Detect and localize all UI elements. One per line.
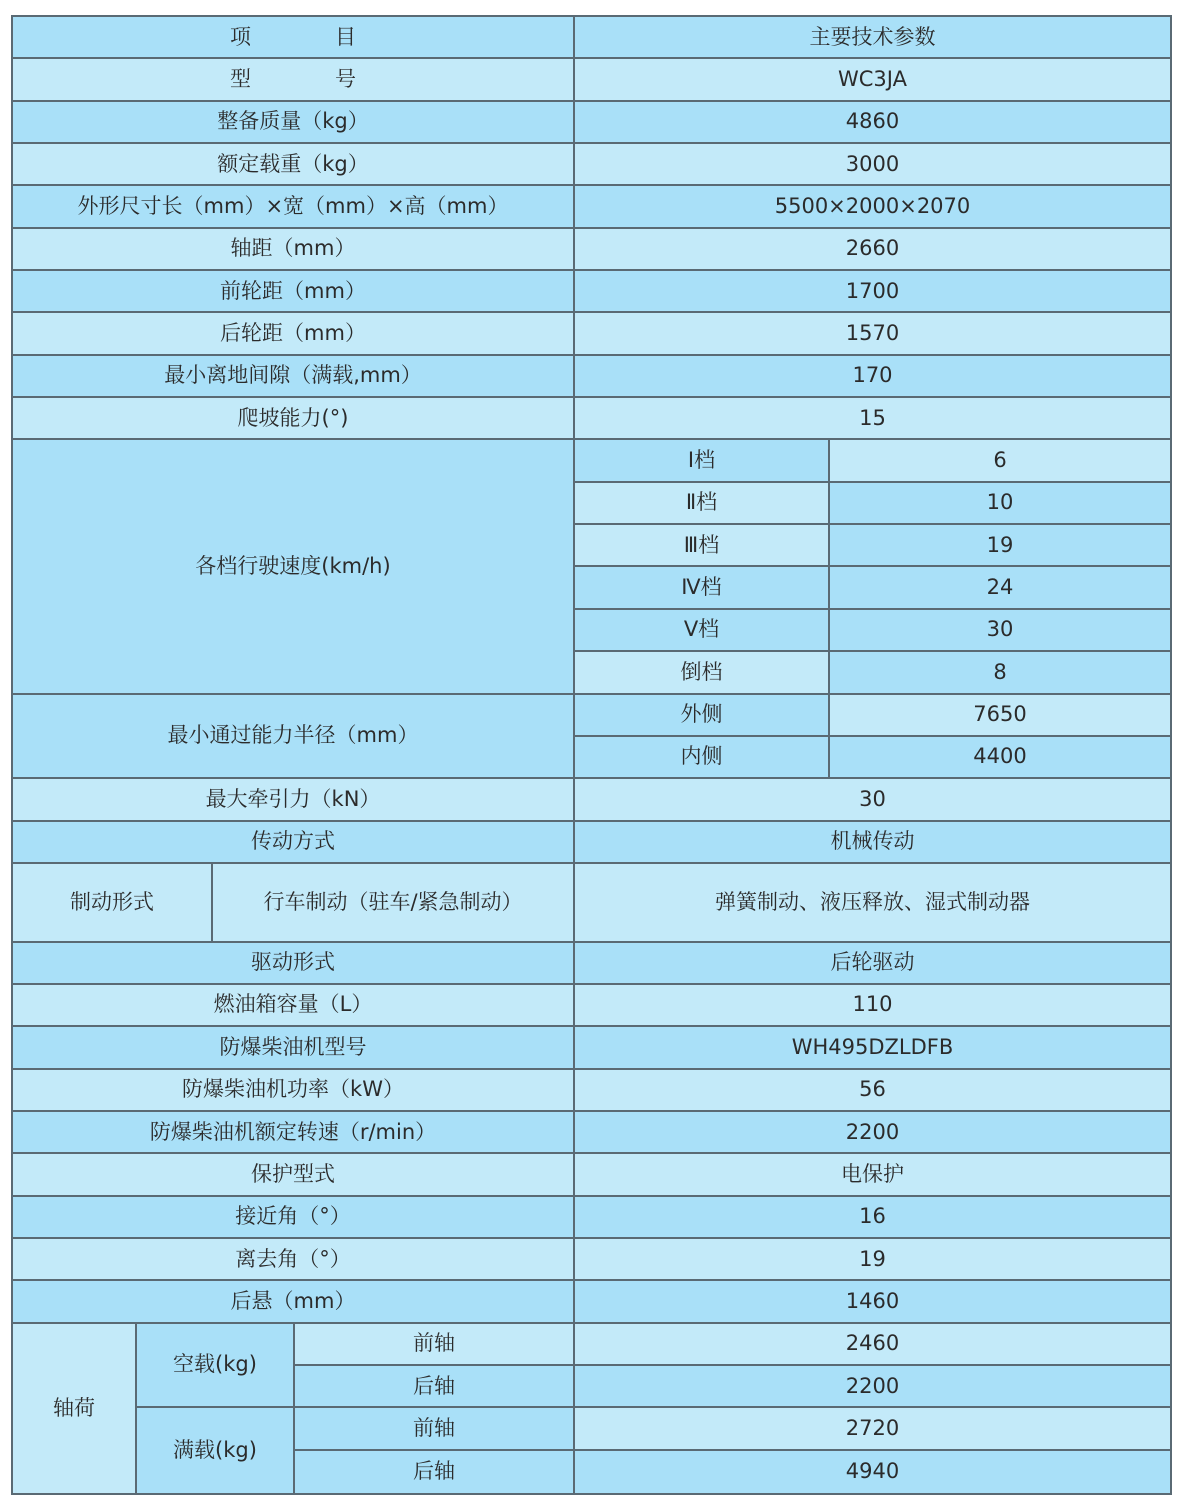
table-cell: 前轴	[294, 1323, 574, 1365]
table-cell: 主要技术参数	[574, 16, 1171, 58]
table-cell: 接近角（°）	[12, 1196, 574, 1238]
table-cell: 8	[829, 651, 1171, 693]
table-row	[12, 270, 1171, 312]
table-cell: 倒档	[574, 651, 829, 693]
table-cell: 项 目	[12, 16, 574, 58]
table-cell: 内侧	[574, 736, 829, 778]
table-row	[12, 1407, 1171, 1449]
table-cell: 前轮距（mm）	[12, 270, 574, 312]
table-row	[12, 1280, 1171, 1322]
table-cell: Ⅰ档	[574, 439, 829, 481]
table-cell: 后轴	[294, 1450, 574, 1494]
table-cell: 防爆柴油机额定转速（r/min）	[12, 1111, 574, 1153]
table-cell: 后轮驱动	[574, 942, 1171, 984]
table-cell: 24	[829, 566, 1171, 608]
table-cell: 前轴	[294, 1407, 574, 1449]
table-cell: 机械传动	[574, 821, 1171, 863]
table-cell: 外形尺寸长（mm）×宽（mm）×高（mm）	[12, 185, 574, 227]
table-cell: 4860	[574, 101, 1171, 143]
table-row	[12, 397, 1171, 439]
table-cell: 最大牵引力（kN）	[12, 778, 574, 820]
table-cell: 2460	[574, 1323, 1171, 1365]
table-row	[12, 143, 1171, 185]
table-cell: 19	[574, 1238, 1171, 1280]
table-cell: 19	[829, 524, 1171, 566]
table-cell: 防爆柴油机型号	[12, 1026, 574, 1068]
table-cell: 后轴	[294, 1365, 574, 1407]
table-cell: 空载(kg)	[136, 1323, 294, 1408]
table-cell: 最小通过能力半径（mm）	[12, 694, 574, 779]
table-cell: 1700	[574, 270, 1171, 312]
table-cell: Ⅳ档	[574, 566, 829, 608]
table-row	[12, 228, 1171, 270]
table-cell: 轴距（mm）	[12, 228, 574, 270]
table-cell: 后轮距（mm）	[12, 312, 574, 354]
table-row	[12, 1238, 1171, 1280]
table-cell: 4400	[829, 736, 1171, 778]
table-cell: 保护型式	[12, 1153, 574, 1195]
table-row	[12, 984, 1171, 1026]
table-cell: 5500×2000×2070	[574, 185, 1171, 227]
table-cell: 后悬（mm）	[12, 1280, 574, 1322]
table-row	[12, 1196, 1171, 1238]
table-cell: 行车制动（驻车/紧急制动）	[212, 863, 574, 942]
table-cell: 制动形式	[12, 863, 212, 942]
table-cell: 10	[829, 482, 1171, 524]
table-cell: 30	[829, 609, 1171, 651]
table-cell: 7650	[829, 694, 1171, 736]
table-cell: 满载(kg)	[136, 1407, 294, 1494]
table-row	[12, 58, 1171, 100]
table-cell: 3000	[574, 143, 1171, 185]
table-row	[12, 101, 1171, 143]
table-row	[12, 1069, 1171, 1111]
table-cell: Ⅲ档	[574, 524, 829, 566]
table-cell: 额定载重（kg）	[12, 143, 574, 185]
table-cell: 110	[574, 984, 1171, 1026]
table-cell: 外侧	[574, 694, 829, 736]
table-cell: 2660	[574, 228, 1171, 270]
table-cell: 各档行驶速度(km/h)	[12, 439, 574, 693]
table-cell: 型 号	[12, 58, 574, 100]
table-row	[12, 1323, 1171, 1365]
table-cell: 4940	[574, 1450, 1171, 1494]
table-row	[12, 821, 1171, 863]
spec-table-wrapper	[11, 15, 1170, 1495]
table-cell: 2200	[574, 1365, 1171, 1407]
table-cell: 驱动形式	[12, 942, 574, 984]
table-cell: 整备质量（kg）	[12, 101, 574, 143]
table-cell: 爬坡能力(°)	[12, 397, 574, 439]
table-cell: 防爆柴油机功率（kW）	[12, 1069, 574, 1111]
table-row	[12, 16, 1171, 58]
table-cell: 弹簧制动、液压释放、湿式制动器	[574, 863, 1171, 942]
table-row	[12, 1026, 1171, 1068]
table-cell: 30	[574, 778, 1171, 820]
table-row	[12, 778, 1171, 820]
table-row	[12, 185, 1171, 227]
table-cell: 传动方式	[12, 821, 574, 863]
table-row	[12, 1153, 1171, 1195]
spec-table-body	[12, 16, 1171, 1494]
table-cell: 6	[829, 439, 1171, 481]
table-cell: WH495DZLDFB	[574, 1026, 1171, 1068]
table-cell: 2200	[574, 1111, 1171, 1153]
table-cell: WC3JA	[574, 58, 1171, 100]
table-cell: 离去角（°）	[12, 1238, 574, 1280]
table-row	[12, 312, 1171, 354]
table-cell: 轴荷	[12, 1323, 136, 1494]
table-cell: 最小离地间隙（满载,mm）	[12, 355, 574, 397]
table-cell: 170	[574, 355, 1171, 397]
table-row	[12, 694, 1171, 736]
table-cell: 1570	[574, 312, 1171, 354]
table-cell: 15	[574, 397, 1171, 439]
table-row	[12, 439, 1171, 481]
table-cell: 燃油箱容量（L）	[12, 984, 574, 1026]
table-cell: 56	[574, 1069, 1171, 1111]
table-row	[12, 863, 1171, 942]
table-cell: Ⅴ档	[574, 609, 829, 651]
table-row	[12, 1111, 1171, 1153]
table-cell: 16	[574, 1196, 1171, 1238]
table-cell: Ⅱ档	[574, 482, 829, 524]
table-row	[12, 355, 1171, 397]
table-cell: 1460	[574, 1280, 1171, 1322]
spec-table	[11, 15, 1172, 1495]
table-cell: 电保护	[574, 1153, 1171, 1195]
table-cell: 2720	[574, 1407, 1171, 1449]
table-row	[12, 942, 1171, 984]
